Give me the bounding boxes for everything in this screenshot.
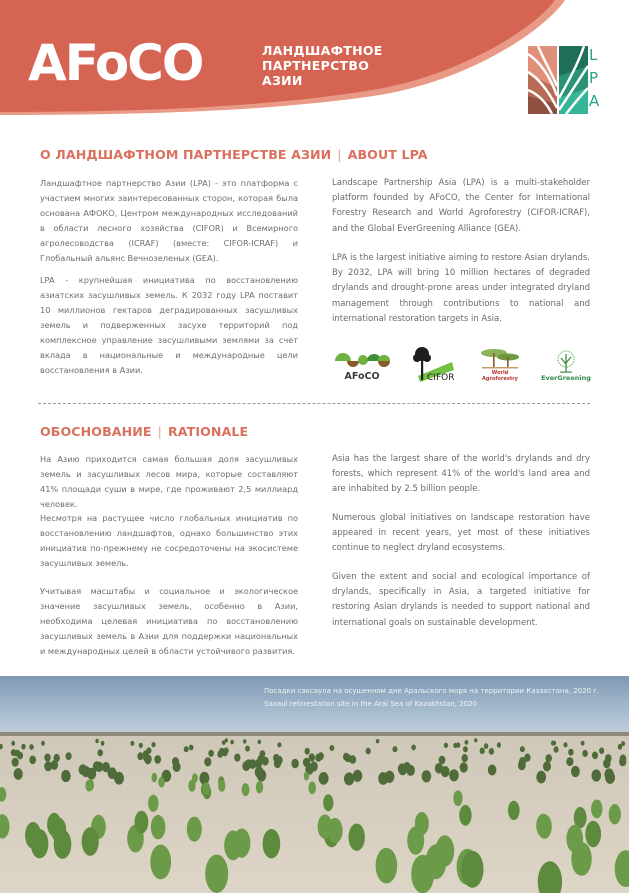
shrub	[592, 752, 598, 760]
shrub	[256, 781, 263, 793]
shrub	[554, 746, 559, 752]
shrub	[398, 763, 406, 774]
evergreening-tree-icon	[553, 350, 579, 374]
partner-name-world: World	[491, 370, 509, 376]
shrub	[93, 761, 101, 771]
shrub	[592, 769, 602, 781]
shrub	[276, 756, 283, 765]
partner-evergreening	[538, 342, 594, 382]
shrub	[484, 743, 488, 749]
shrub	[305, 748, 310, 755]
about-section-title	[40, 147, 428, 162]
about-en-paragraph-1: Landscape Partnership Asia (LPA) is a multi-stakeholder platform founded by AFoCO, the Center for International Forestry Research and World Agroforestry (CIFOR-ICRAF), and the Global EverGreening Alliance (GEA).	[332, 178, 590, 234]
shrub	[158, 777, 165, 788]
header-banner	[0, 0, 629, 135]
shrub	[137, 752, 143, 760]
shrub	[29, 744, 34, 750]
shrub	[51, 760, 59, 770]
shrub	[245, 746, 250, 752]
about-en-paragraph-2: LPA is the largest initiative aiming to restore Asian drylands. By 2032, LPA will bring 10 million hectares of degraded drylands and drought-prone areas under integrated dryland management through contributions to national and international restoration targets in Asia.	[332, 253, 590, 324]
shrub	[219, 748, 224, 755]
shrub	[44, 754, 50, 762]
shrub	[14, 768, 23, 780]
shrub	[563, 742, 567, 747]
partner-cifor	[412, 342, 458, 382]
shrub	[620, 755, 627, 763]
shrub	[61, 770, 71, 782]
section-divider	[38, 403, 590, 404]
shrub	[151, 815, 166, 839]
shrub	[376, 848, 398, 884]
shrub	[291, 759, 298, 768]
shrub	[41, 741, 45, 746]
shrub	[393, 746, 398, 752]
shrub	[139, 743, 143, 748]
shrub	[262, 757, 269, 766]
shrub	[308, 782, 316, 795]
shrub	[353, 770, 363, 782]
shrub	[449, 769, 459, 781]
photo-caption	[264, 685, 599, 711]
shrub	[520, 746, 525, 752]
shrub	[461, 851, 483, 888]
shrub	[460, 762, 468, 772]
shrub	[439, 756, 446, 765]
shrub	[154, 755, 161, 764]
shrub	[208, 750, 214, 757]
shrub	[97, 749, 103, 756]
photo-caption-en: Saxaul reforestation site in the Aral Sea of Kazakhstan, 2020	[264, 700, 478, 708]
lpa-letter: L	[589, 46, 598, 64]
shrub	[545, 754, 552, 762]
shrub	[422, 770, 432, 782]
rationale-en-paragraph-3: Given the extent and social and ecological importance of drylands, specifically in Asia, a targeted initiative for restoring Asian drylands is needed to support national and international goals on sustainable development.	[332, 572, 590, 628]
shrub	[459, 805, 471, 826]
shrub	[571, 766, 580, 777]
shrub	[411, 745, 416, 751]
brand-subtitle-line: АЗИИ	[262, 73, 303, 88]
shrub	[255, 766, 264, 777]
shrub	[130, 741, 134, 746]
shrub	[319, 772, 329, 785]
title-separator: |	[337, 147, 342, 162]
shrub	[508, 801, 520, 820]
lpa-letter: A	[589, 92, 600, 110]
shrub	[497, 742, 501, 747]
shrub	[260, 750, 266, 757]
shrub	[566, 757, 573, 766]
rationale-ru-paragraph-3: Учитывая масштабы и социальное и экологическое значение засушливых земель, особенно в Азии, необходима целевая инициатива по восстановлению засушливых земель в Азии для поддержки национальных и международных целей в области устойчивого развития.	[40, 586, 298, 656]
shrub	[242, 783, 250, 796]
svg-text:CIFOR: CIFOR	[427, 373, 455, 382]
lpa-leaf-logo-icon	[528, 46, 588, 114]
about-title-ru: О ЛАНДШАФТНОМ ПАРТНЕРСТВЕ АЗИИ	[40, 147, 332, 162]
shrub	[101, 741, 105, 746]
shrub	[462, 754, 468, 762]
shrub	[453, 743, 457, 748]
shrub	[31, 829, 49, 858]
shrub	[184, 746, 189, 752]
shrub	[599, 747, 604, 754]
shrub	[218, 780, 225, 792]
shrub	[585, 821, 601, 847]
photo-caption-ru: Посадки саксаула на осушенном дне Аральского моря на территории Казахстана, 2020 г.	[264, 687, 600, 695]
shrub	[187, 817, 202, 842]
shrub	[17, 752, 23, 760]
shrub	[568, 749, 573, 756]
shrub	[151, 742, 155, 747]
shrub	[230, 740, 234, 745]
rationale-en-paragraph-2: Numerous global initiatives on landscape restoration have appeared in recent years, yet most of these initiatives continue to neglect dryland ecosystems.	[332, 513, 590, 554]
shrub	[581, 741, 585, 746]
shrub	[441, 766, 450, 777]
shrub	[552, 741, 556, 746]
shrub	[609, 804, 621, 824]
shrub	[21, 744, 25, 750]
shrub	[318, 752, 324, 760]
shrub	[465, 740, 469, 745]
shrub	[366, 748, 371, 755]
shrub	[263, 829, 281, 858]
brand-subtitle-line: ЛАНДШАФТНОЕ	[262, 43, 383, 58]
shrub	[415, 812, 429, 835]
shrub	[222, 740, 226, 745]
shrub	[591, 800, 602, 819]
shrub	[344, 772, 354, 785]
shrub	[245, 759, 253, 769]
shrub	[480, 748, 485, 755]
shrub	[444, 743, 448, 748]
shrub	[537, 815, 552, 839]
shrub	[536, 771, 546, 784]
shrub	[82, 827, 99, 856]
rationale-title-en: RATIONALE	[167, 424, 249, 439]
shrub	[143, 750, 149, 757]
shrub	[234, 754, 240, 762]
rationale-section-title	[40, 424, 248, 439]
shrub	[566, 825, 583, 853]
shrub	[152, 773, 158, 782]
partner-logos	[330, 342, 600, 382]
shrub	[150, 845, 171, 880]
shrub	[318, 815, 333, 839]
shrub	[66, 752, 72, 760]
shrub	[108, 767, 117, 779]
shrub	[205, 855, 228, 893]
shrub	[204, 757, 211, 766]
shrub	[518, 761, 526, 771]
brand-subtitle-line: ПАРТНЕРСТВО	[262, 58, 370, 73]
partner-name-evergreening: EverGreening	[541, 374, 591, 382]
shrub	[224, 831, 242, 861]
shrub	[12, 758, 19, 767]
shrub	[54, 830, 72, 859]
shrub	[349, 824, 365, 851]
shrub	[376, 739, 380, 743]
shrub	[11, 741, 15, 746]
shrub	[258, 740, 262, 745]
shrub	[489, 748, 494, 755]
shrub	[192, 773, 198, 783]
shrub	[309, 753, 315, 761]
rationale-ru-paragraph-1: На Азию приходится самая большая доля засушливых земель и засушливых лесов мира, которые составляют 41% площади суши в мире, где проживают 2,5 миллиард человек.	[40, 454, 298, 509]
shrub	[87, 779, 94, 791]
shrub	[148, 795, 158, 812]
shrub	[172, 757, 179, 766]
about-ru-paragraph-1: Ландшафтное партнерство Азии (LPA) - это платформа с участием многих заинтересованных сторон, которая была основана АФОКО, Центром международных исследований в области лесного хозяйства (CIFOR) и Всемирного агролесоводства (ICRAF) (вместе: CIFOR-ICRAF) и Глобальный альянс Вечнозеленых (GEA).	[40, 178, 298, 263]
shrub	[243, 739, 247, 744]
shrub	[621, 741, 625, 746]
shrub	[277, 742, 281, 747]
afoco-logo-icon	[333, 351, 391, 371]
acacia-trees-icon	[480, 348, 520, 370]
shrub	[543, 761, 551, 771]
partner-name-afoco: AFoCO	[344, 371, 380, 382]
shrub	[378, 772, 388, 785]
shrub	[304, 772, 309, 781]
shrub	[203, 782, 211, 795]
shrub	[453, 790, 462, 806]
shrub	[603, 759, 610, 768]
afoco-brand-logo: AFoCO	[28, 34, 203, 92]
shrub	[189, 745, 194, 751]
partner-name-agroforestry: Agroforestry	[482, 376, 518, 382]
rationale-title-ru: ОБОСНОВАНИЕ	[40, 424, 152, 439]
shrub	[135, 811, 149, 834]
partner-afoco	[332, 342, 392, 382]
lpa-letter: P	[589, 69, 599, 87]
shrub	[488, 765, 497, 776]
shrub	[82, 766, 91, 777]
shrub	[345, 754, 352, 762]
shrub	[95, 739, 98, 743]
cifor-tree-icon	[412, 346, 458, 382]
shrub	[29, 756, 36, 765]
about-ru-paragraph-2: LPA - крупнейшая инициатива по восстановлению азиатских засушливых земель. К 2032 году LPA поставит 10 миллионов гектаров деградированных засушливых земель и подверженных засухе территорий под комплексное управление засушливыми землями за счет вклада в национальные и международные цели восстановления в Азии.	[40, 275, 298, 375]
shrub	[474, 738, 477, 742]
shrub	[330, 745, 335, 751]
about-title-en: ABOUT LPA	[347, 147, 428, 162]
shrub	[323, 794, 333, 811]
brand-subtitle	[262, 43, 383, 88]
title-separator: |	[157, 424, 162, 439]
shrub	[463, 746, 468, 752]
shrub	[426, 844, 447, 879]
rationale-en-paragraph-1: Asia has the largest share of the world's drylands and dry forests, which represent 41% of the world's land area and are inhabited by 2.5 billion people.	[332, 454, 590, 495]
shrub	[582, 750, 588, 757]
lpa-wordmark	[589, 44, 599, 113]
shrub	[604, 768, 613, 780]
rationale-ru-paragraph-2: Несмотря на растущее число глобальных инициатив по восстановлению ландшафтов, однако большинство этих инициатив по-прежнему не сосредоточены на экосистеме засушливых земель.	[40, 513, 298, 568]
partner-world-agroforestry	[478, 342, 522, 382]
